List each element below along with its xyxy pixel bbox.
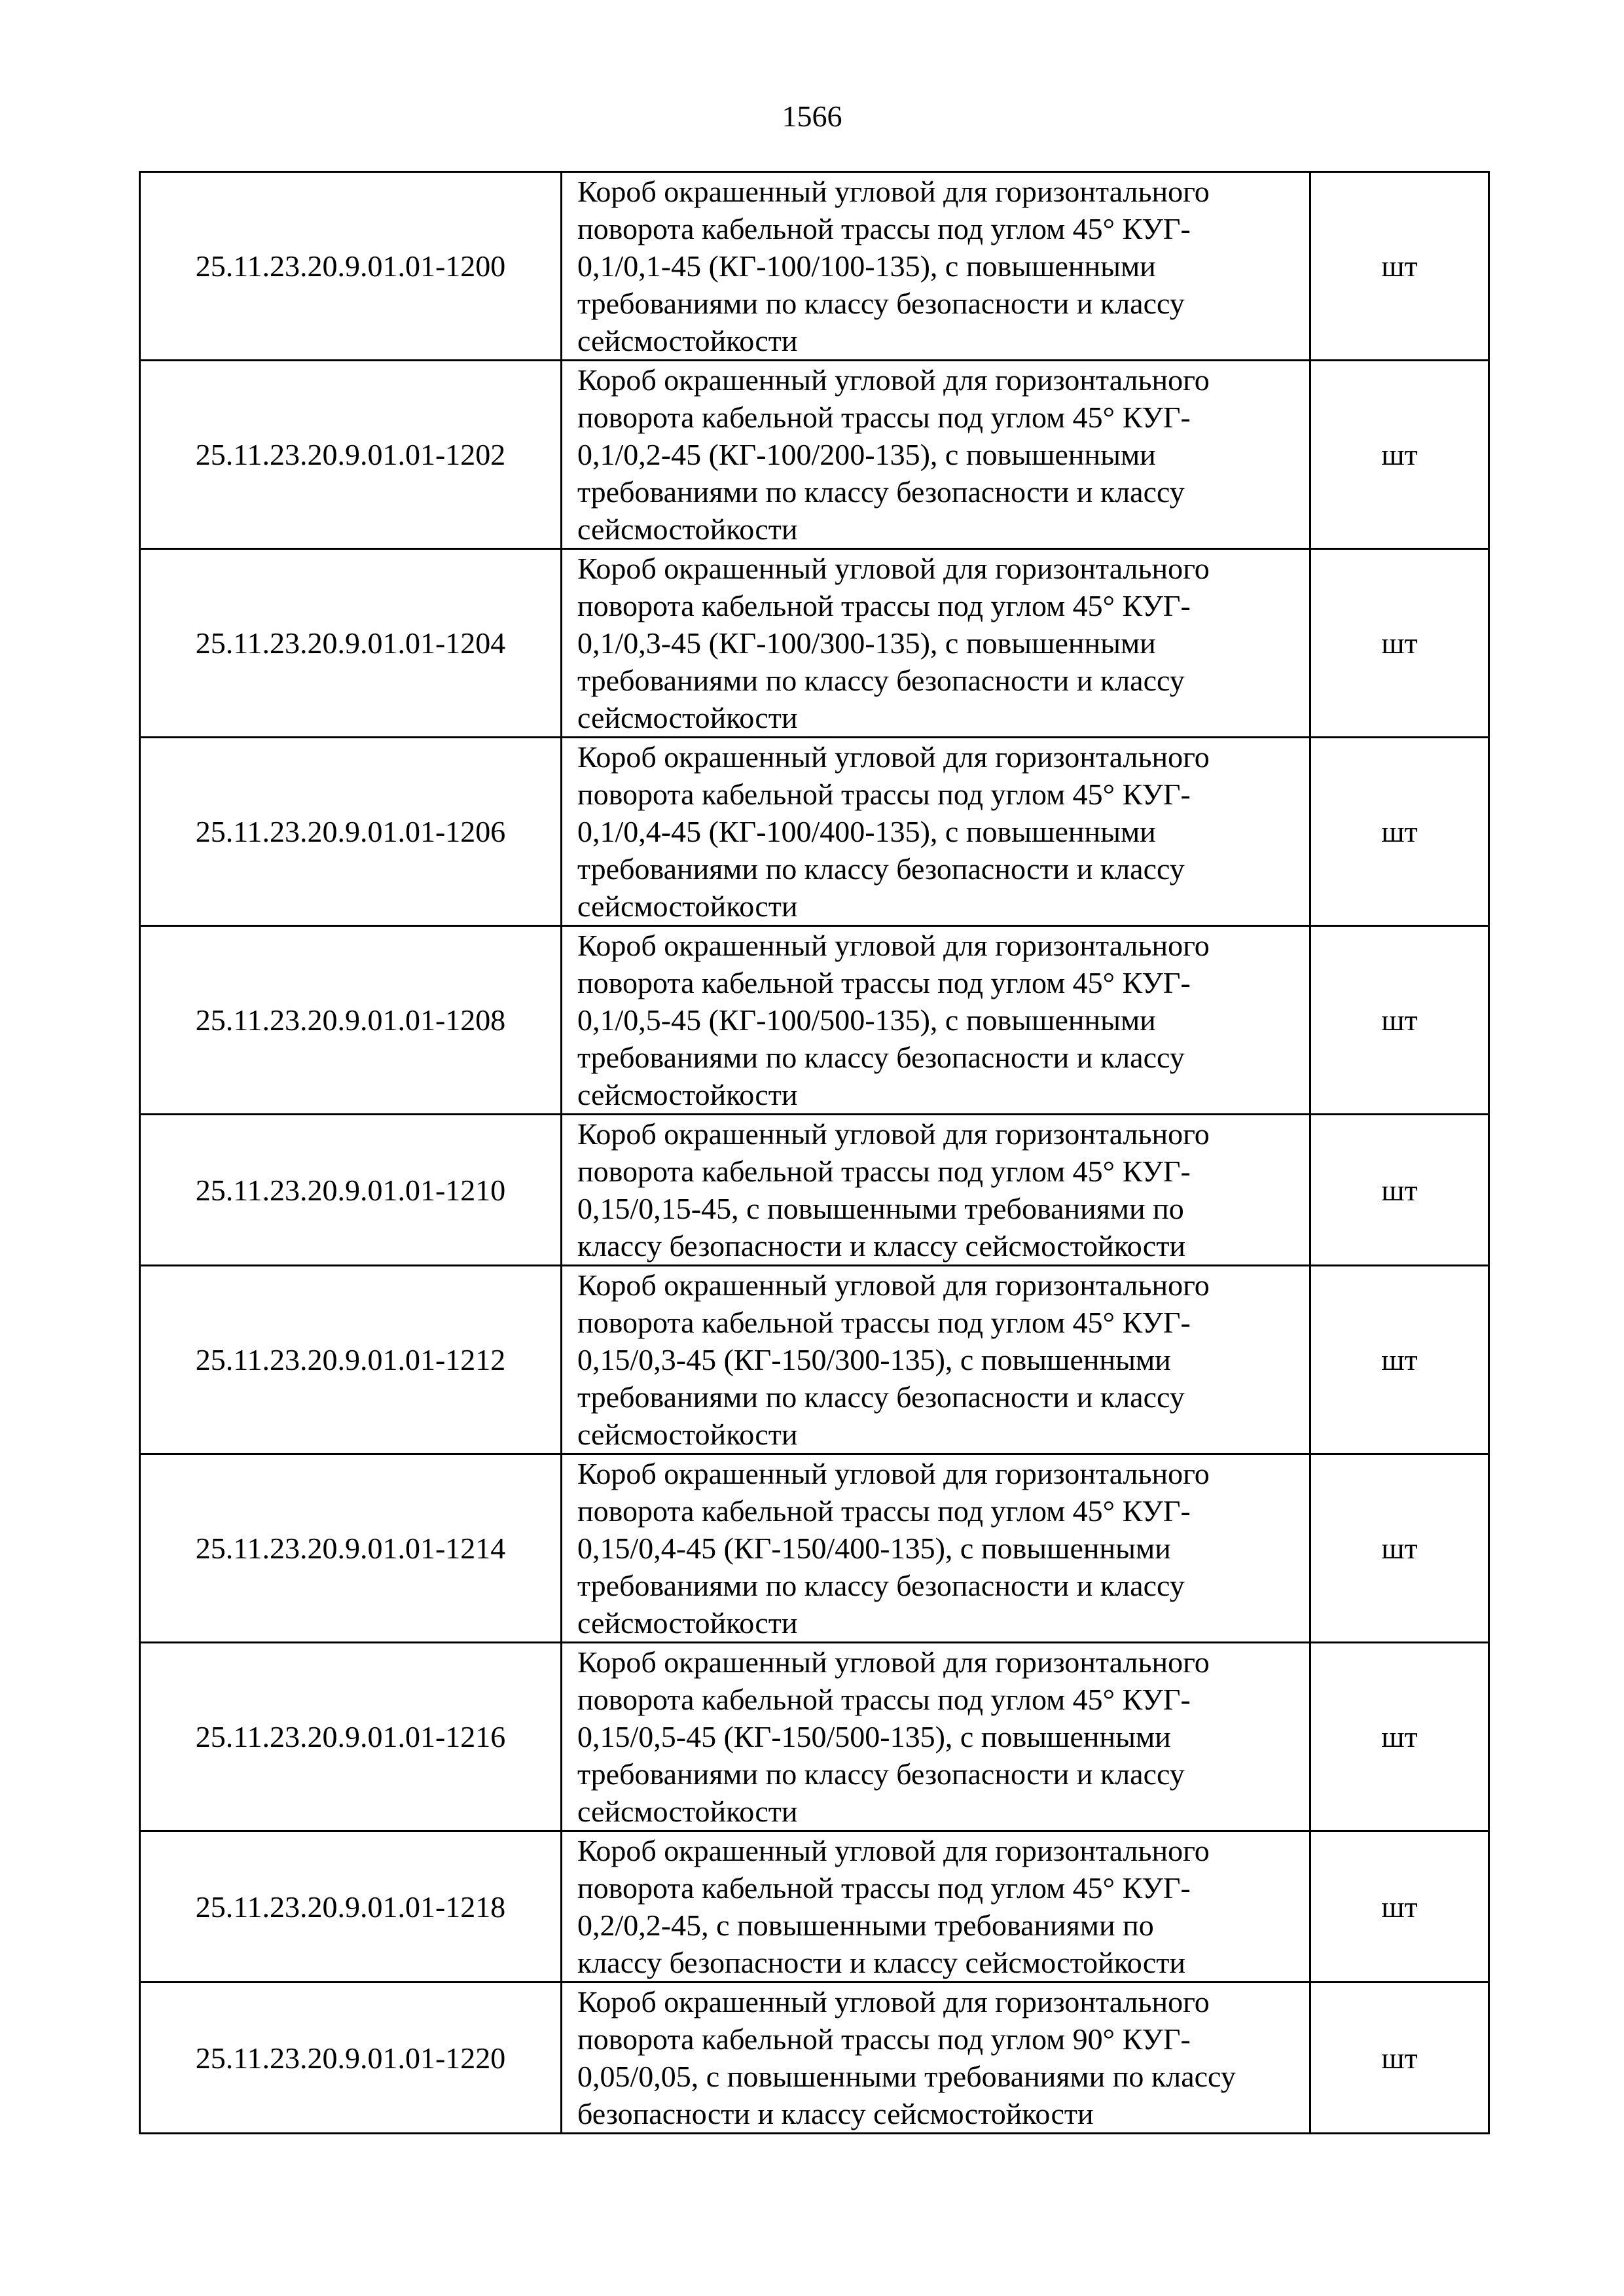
description-line: 0,1/0,3-45 (КГ-100/300-135), с повышенными (577, 626, 1156, 660)
description-line: требованиями по классу безопасности и классу (577, 475, 1185, 509)
item-unit: шт (1310, 1115, 1489, 1266)
page-number: 1566 (782, 99, 842, 133)
item-description (562, 361, 1310, 549)
description-line: требованиями по классу безопасности и классу (577, 664, 1185, 697)
description-line: требованиями по классу безопасности и классу (577, 1757, 1185, 1791)
description-line: поворота кабельной трассы под углом 45° КУГ- (577, 1155, 1191, 1188)
description-line: безопасности и классу сейсмостойкости (577, 2097, 1094, 2130)
description-line: Короб окрашенный угловой для горизонтального (577, 1268, 1210, 1302)
table-row (140, 172, 1489, 361)
description-line: 0,15/0,5-45 (КГ-150/500-135), с повышенными (577, 1720, 1171, 1753)
item-code: 25.11.23.20.9.01.01-1214 (140, 1454, 562, 1643)
item-description (562, 549, 1310, 738)
table-row (140, 361, 1489, 549)
description-line: 0,2/0,2-45, с повышенными требованиями по (577, 1909, 1154, 1942)
item-unit: шт (1310, 172, 1489, 361)
table-row (140, 738, 1489, 926)
description-line: Короб окрашенный угловой для горизонтального (577, 1117, 1210, 1151)
description-line: 0,1/0,4-45 (КГ-100/400-135), с повышенными (577, 815, 1156, 848)
description-line: 0,1/0,5-45 (КГ-100/500-135), с повышенными (577, 1003, 1156, 1037)
item-unit: шт (1310, 361, 1489, 549)
item-code: 25.11.23.20.9.01.01-1208 (140, 926, 562, 1115)
description-line: сейсмостойкости (577, 1078, 798, 1111)
item-code: 25.11.23.20.9.01.01-1206 (140, 738, 562, 926)
description-line: Короб окрашенный угловой для горизонтального (577, 175, 1210, 208)
description-line: Короб окрашенный угловой для горизонтального (577, 1457, 1210, 1490)
item-description (562, 1982, 1310, 2134)
description-line: поворота кабельной трассы под углом 45° КУГ- (577, 212, 1191, 245)
item-description (562, 1831, 1310, 1982)
description-line: поворота кабельной трассы под углом 45° КУГ- (577, 1871, 1191, 1905)
item-unit: шт (1310, 1831, 1489, 1982)
item-code: 25.11.23.20.9.01.01-1202 (140, 361, 562, 549)
description-line: требованиями по классу безопасности и классу (577, 1041, 1185, 1074)
table-row (140, 926, 1489, 1115)
item-description (562, 1266, 1310, 1454)
description-line: 0,1/0,2-45 (КГ-100/200-135), с повышенными (577, 438, 1156, 471)
item-code: 25.11.23.20.9.01.01-1200 (140, 172, 562, 361)
table-row (140, 1454, 1489, 1643)
item-code: 25.11.23.20.9.01.01-1216 (140, 1643, 562, 1831)
description-line: 0,15/0,3-45 (КГ-150/300-135), с повышенными (577, 1343, 1171, 1376)
description-line: Короб окрашенный угловой для горизонтального (577, 1834, 1210, 1867)
description-line: поворота кабельной трассы под углом 45° КУГ- (577, 778, 1191, 811)
item-unit: шт (1310, 1454, 1489, 1643)
description-line: сейсмостойкости (577, 512, 798, 546)
description-line: сейсмостойкости (577, 1795, 798, 1828)
table-row (140, 1831, 1489, 1982)
item-code: 25.11.23.20.9.01.01-1212 (140, 1266, 562, 1454)
item-unit: шт (1310, 926, 1489, 1115)
description-line: сейсмостойкости (577, 324, 798, 357)
description-line: сейсмостойкости (577, 1606, 798, 1640)
item-description (562, 1454, 1310, 1643)
item-description (562, 926, 1310, 1115)
description-line: требованиями по классу безопасности и классу (577, 1380, 1185, 1414)
table-row (140, 1643, 1489, 1831)
description-line: классу безопасности и классу сейсмостойкости (577, 1946, 1186, 1979)
description-line: сейсмостойкости (577, 889, 798, 923)
item-code: 25.11.23.20.9.01.01-1220 (140, 1982, 562, 2134)
item-unit: шт (1310, 549, 1489, 738)
description-line: сейсмостойкости (577, 701, 798, 734)
table-row (140, 549, 1489, 738)
description-line: 0,05/0,05, с повышенными требованиями по классу (577, 2060, 1236, 2093)
materials-table (139, 171, 1490, 2134)
item-unit: шт (1310, 1643, 1489, 1831)
description-line: требованиями по классу безопасности и классу (577, 852, 1185, 886)
item-description (562, 738, 1310, 926)
description-line: требованиями по классу безопасности и классу (577, 287, 1185, 320)
table-row (140, 1982, 1489, 2134)
description-line: Короб окрашенный угловой для горизонтального (577, 740, 1210, 774)
description-line: поворота кабельной трассы под углом 45° КУГ- (577, 401, 1191, 434)
description-line: поворота кабельной трассы под углом 45° КУГ- (577, 1683, 1191, 1716)
item-description (562, 172, 1310, 361)
item-code: 25.11.23.20.9.01.01-1218 (140, 1831, 562, 1982)
description-line: поворота кабельной трассы под углом 45° КУГ- (577, 966, 1191, 999)
item-unit: шт (1310, 1982, 1489, 2134)
description-line: сейсмостойкости (577, 1418, 798, 1451)
item-description (562, 1115, 1310, 1266)
description-line: поворота кабельной трассы под углом 45° КУГ- (577, 1494, 1191, 1528)
description-line: требованиями по классу безопасности и классу (577, 1569, 1185, 1602)
description-line: Короб окрашенный угловой для горизонтального (577, 363, 1210, 397)
description-line: классу безопасности и классу сейсмостойкости (577, 1229, 1186, 1263)
item-description (562, 1643, 1310, 1831)
description-line: Короб окрашенный угловой для горизонтального (577, 1645, 1210, 1679)
item-code: 25.11.23.20.9.01.01-1210 (140, 1115, 562, 1266)
description-line: Короб окрашенный угловой для горизонтального (577, 1985, 1210, 2018)
description-line: 0,1/0,1-45 (КГ-100/100-135), с повышенными (577, 249, 1156, 283)
description-line: 0,15/0,4-45 (КГ-150/400-135), с повышенными (577, 1532, 1171, 1565)
description-line: поворота кабельной трассы под углом 45° КУГ- (577, 589, 1191, 622)
table-row (140, 1266, 1489, 1454)
item-unit: шт (1310, 1266, 1489, 1454)
description-line: Короб окрашенный угловой для горизонтального (577, 929, 1210, 962)
materials-table-body (140, 172, 1489, 2134)
table-row (140, 1115, 1489, 1266)
description-line: 0,15/0,15-45, с повышенными требованиями по (577, 1192, 1184, 1225)
item-unit: шт (1310, 738, 1489, 926)
description-line: Короб окрашенный угловой для горизонтального (577, 552, 1210, 585)
description-line: поворота кабельной трассы под углом 45° КУГ- (577, 1306, 1191, 1339)
description-line: поворота кабельной трассы под углом 90° КУГ- (577, 2022, 1191, 2056)
item-code: 25.11.23.20.9.01.01-1204 (140, 549, 562, 738)
